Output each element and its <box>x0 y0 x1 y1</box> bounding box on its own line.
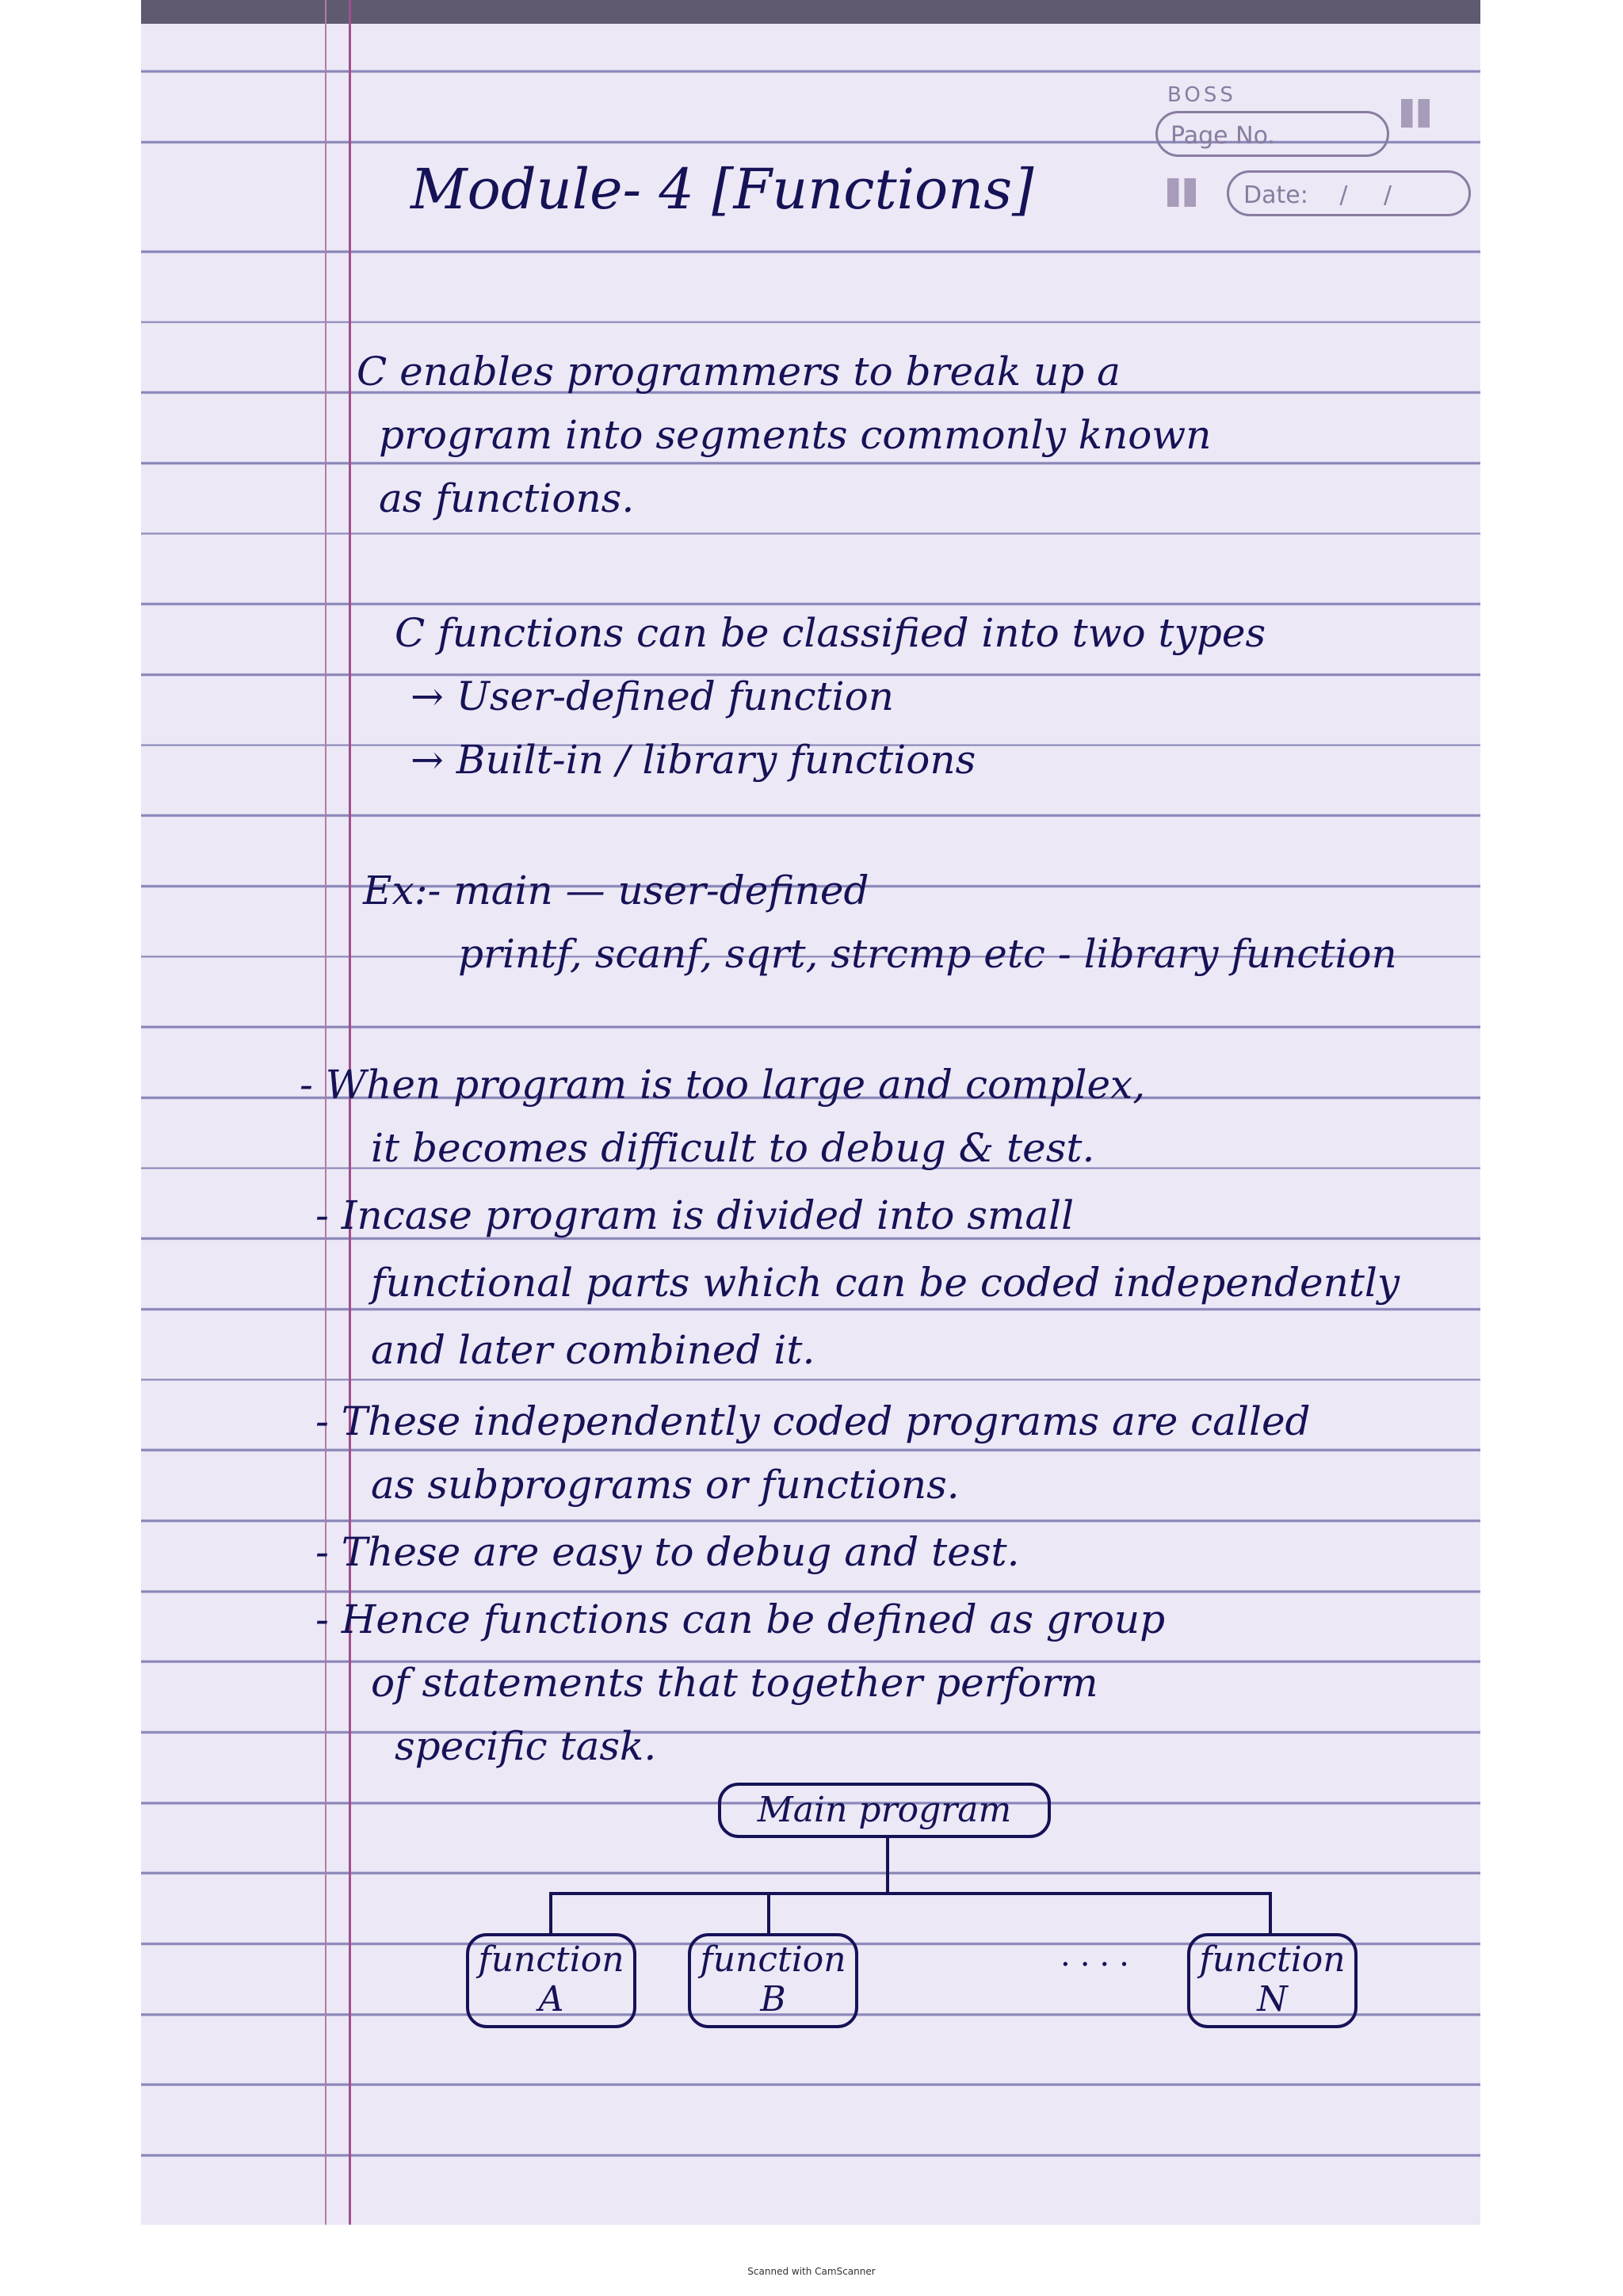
text-line: specific task. <box>395 1723 657 1769</box>
diagram-connector <box>549 1892 552 1933</box>
diagram-child-letter: B <box>760 1979 786 2019</box>
qr-mark-icon <box>1401 99 1430 128</box>
page-no-label: Page No. <box>1170 122 1275 150</box>
text-line: - Hence functions can be defined as group <box>315 1596 1166 1642</box>
diagram-connector <box>549 1892 1272 1895</box>
text-line: as functions. <box>379 475 635 521</box>
diagram-ellipsis: .... <box>1060 1937 1139 1974</box>
qr-mark-icon <box>1167 178 1196 207</box>
margin-line <box>349 0 351 2225</box>
list-item: → User-defined function <box>411 673 894 719</box>
text-line: C functions can be classified into two types <box>395 610 1266 656</box>
diagram-root-label: Main program <box>757 1790 1012 1830</box>
text-line: and later combined it. <box>371 1327 815 1373</box>
text-line: as subprograms or functions. <box>371 1462 960 1508</box>
text-line: functional parts which can be coded independently <box>371 1260 1400 1306</box>
diagram-child-label: function <box>1199 1939 1346 1980</box>
scanner-footer: Scanned with CamScanner <box>747 2266 876 2277</box>
diagram-root-node <box>718 1783 1051 1838</box>
text-line: C enables programmers to break up a <box>357 349 1121 395</box>
page-no-box <box>1155 111 1389 157</box>
text-line: - These are easy to debug and test. <box>315 1529 1020 1575</box>
text-line: it becomes difficult to debug & test. <box>371 1125 1095 1171</box>
diagram-child-letter: A <box>538 1979 564 2019</box>
diagram-child-node <box>1187 1933 1358 2028</box>
diagram-connector <box>886 1838 889 1894</box>
margin-line-inner <box>325 0 327 2225</box>
text-line: program into segments commonly known <box>379 412 1212 458</box>
page-top-edge <box>141 0 1480 24</box>
date-separators: / / <box>1339 181 1407 209</box>
notebook-page <box>141 0 1480 2225</box>
date-box <box>1227 170 1471 216</box>
text-line: of statements that together perform <box>371 1660 1098 1706</box>
notebook-brand: BOSS <box>1167 83 1236 107</box>
diagram-child-letter: N <box>1257 1979 1288 2019</box>
date-label: Date: <box>1243 181 1308 209</box>
page-title: Module- 4 [Functions] <box>411 157 1034 222</box>
diagram-child-node <box>688 1933 858 2028</box>
text-line: - When program is too large and complex, <box>300 1062 1146 1108</box>
diagram-child-label: function <box>478 1939 624 1980</box>
list-item: → Built-in / library functions <box>411 737 976 783</box>
diagram-child-node <box>466 1933 636 2028</box>
text-line: Ex:- main — user-defined <box>363 868 869 913</box>
text-line: - Incase program is divided into small <box>315 1192 1075 1238</box>
diagram-connector <box>767 1892 770 1933</box>
text-line: - These independently coded programs are called <box>315 1398 1311 1444</box>
diagram-child-label: function <box>700 1939 846 1980</box>
diagram-connector <box>1269 1892 1272 1933</box>
text-line: printf, scanf, sqrt, strcmp etc - library function <box>458 931 1397 977</box>
